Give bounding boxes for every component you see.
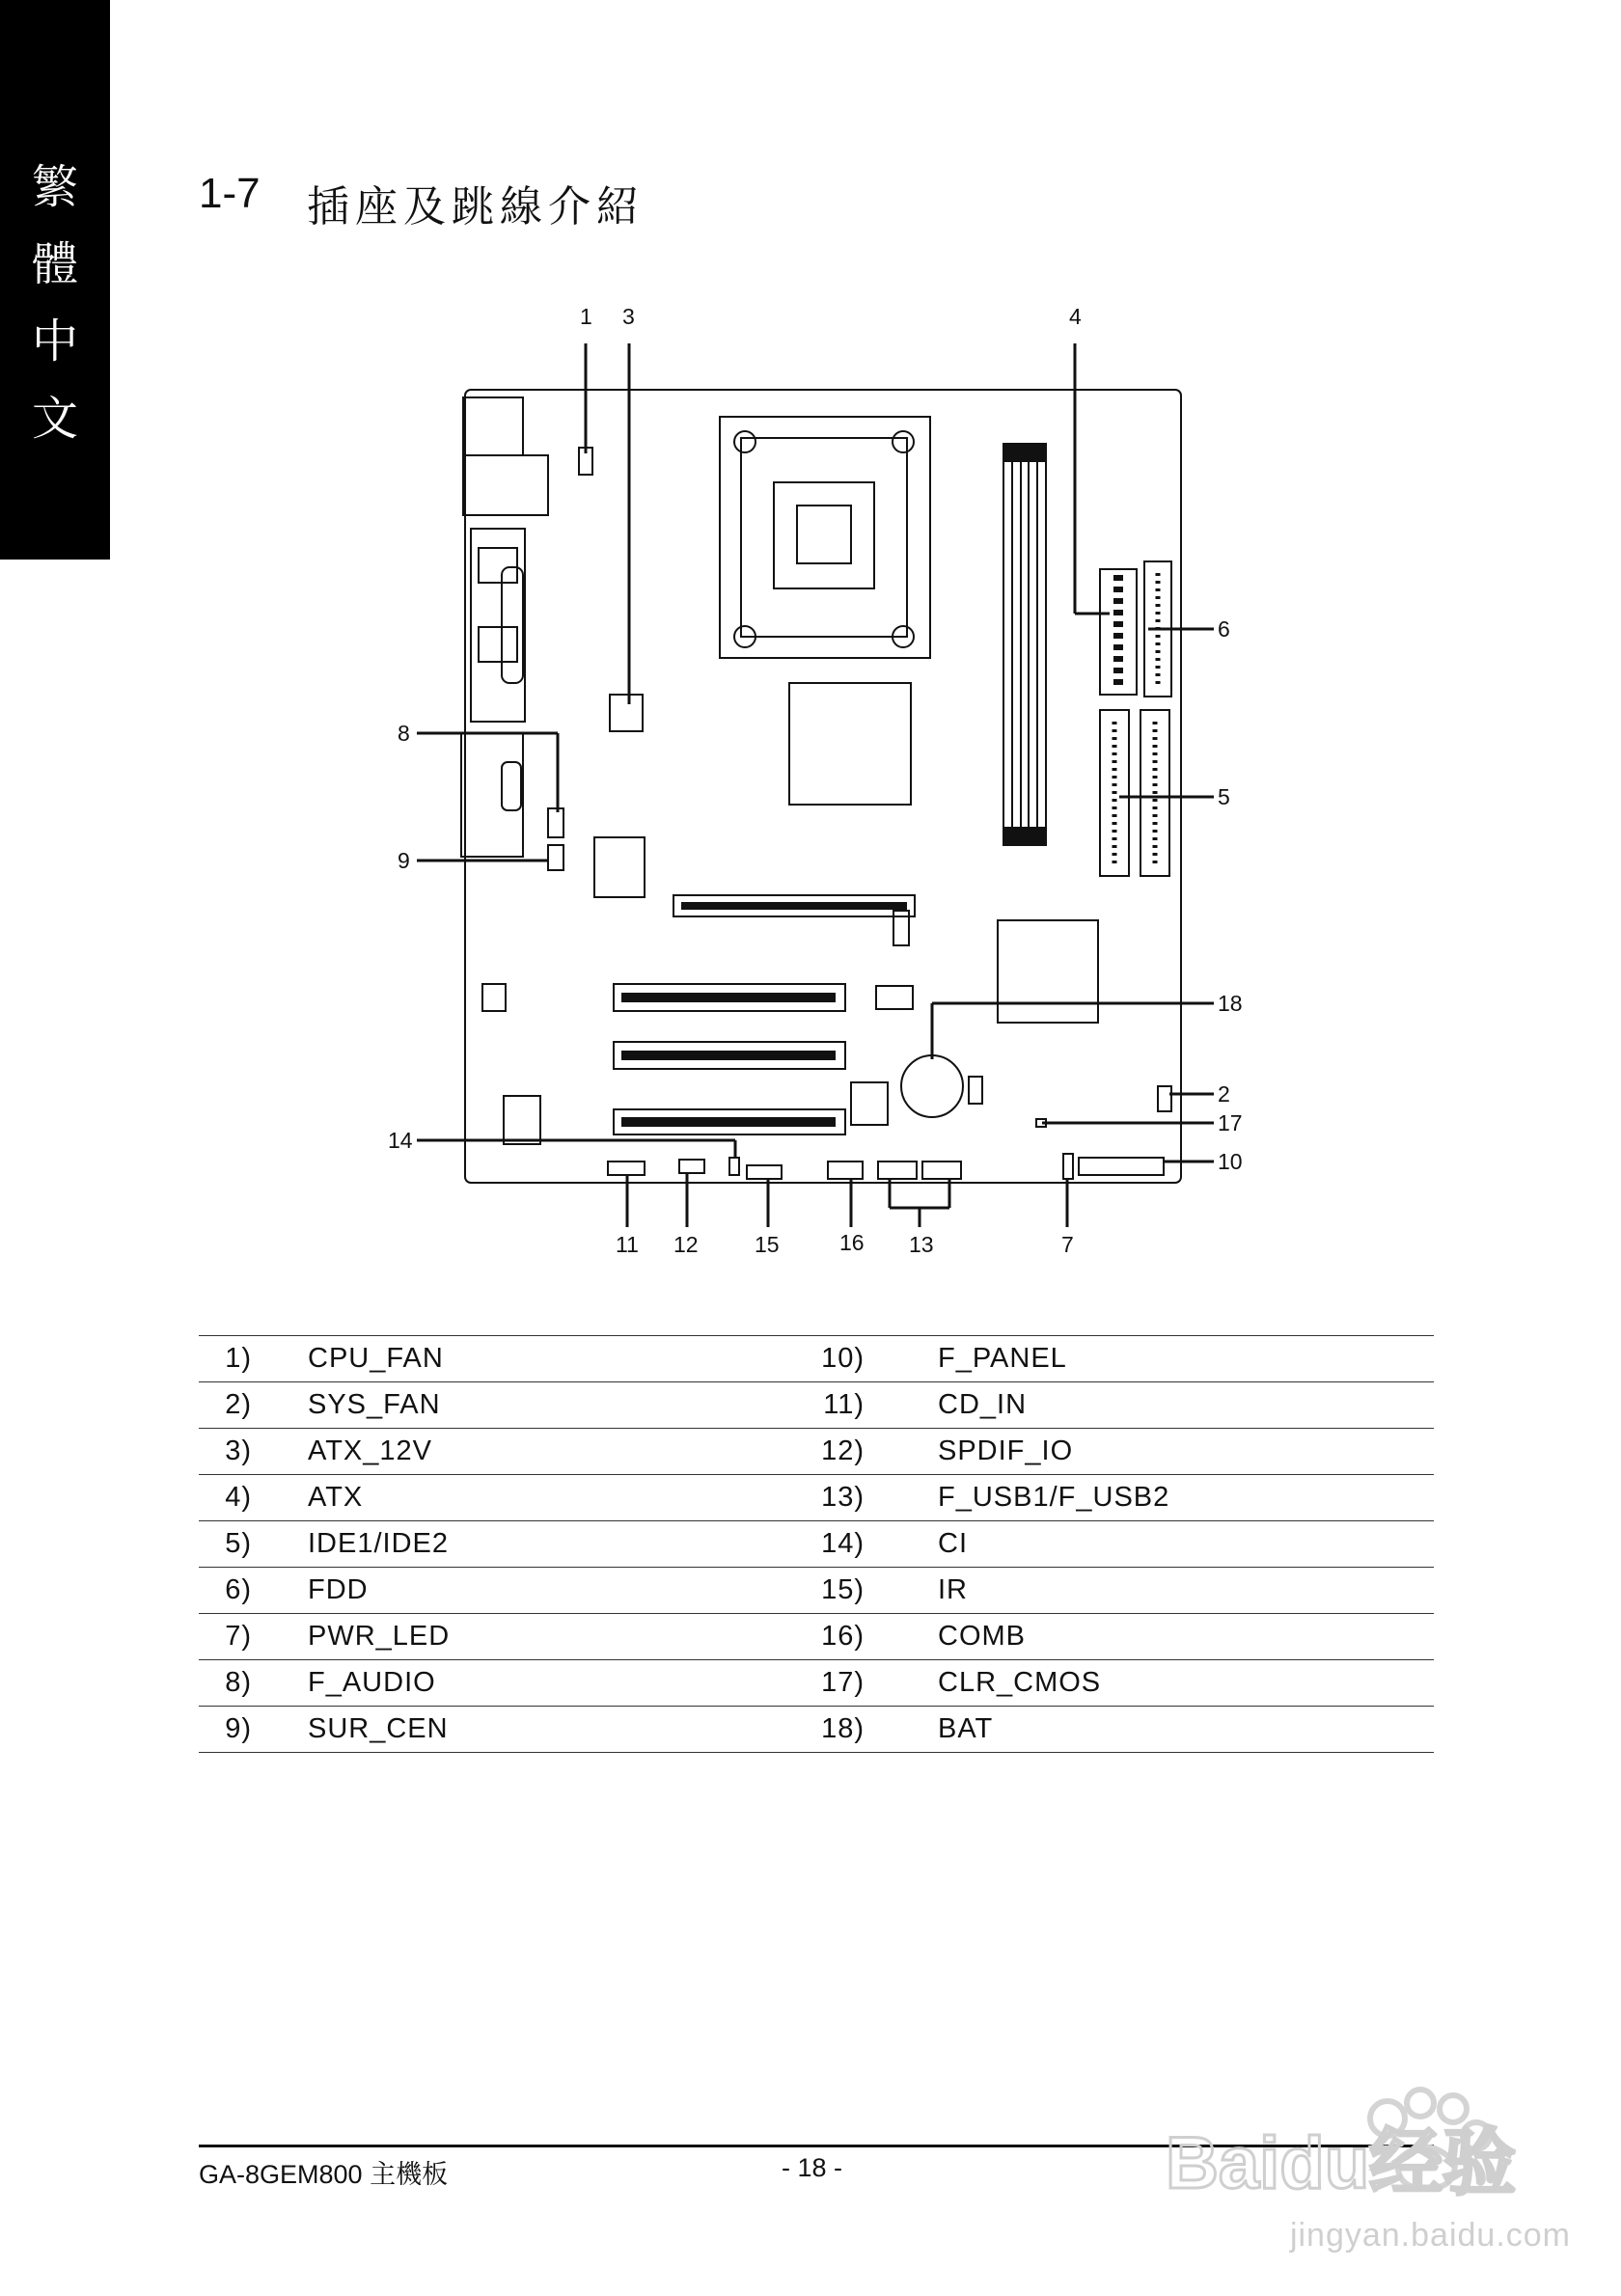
callout-label: 2 [1218, 1081, 1230, 1107]
baidu-jingyan-logo [1166, 2074, 1571, 2209]
callout-label: 5 [1218, 784, 1230, 809]
leader-lines [417, 343, 1214, 1227]
legend-connector-name: IR [938, 1574, 968, 1605]
callout-label: 9 [398, 848, 410, 873]
f-usb1-header [878, 1162, 917, 1179]
legend-row [199, 1614, 1434, 1660]
legend-number: 16) [821, 1621, 865, 1652]
legend-connector-name: IDE1/IDE2 [308, 1528, 449, 1559]
legend-connector-name: F_USB1/F_USB2 [938, 1482, 1170, 1513]
cd-in-header [608, 1162, 645, 1175]
callout-label: 8 [398, 721, 410, 746]
southbridge-chip [998, 920, 1098, 1023]
section-title: 插座及跳線介紹 [307, 182, 645, 232]
connector-legend-table [199, 1335, 1434, 1753]
rear-io-ports [461, 397, 548, 857]
legend-number: 9) [225, 1713, 252, 1744]
cpu-socket [720, 417, 930, 658]
legend-number: 12) [821, 1435, 865, 1466]
f-audio-header [548, 808, 563, 837]
pci-slots [614, 984, 845, 1134]
legend-row [199, 1660, 1434, 1707]
legend-row [199, 1707, 1434, 1753]
ci-header [729, 1158, 739, 1175]
ide-connectors [1100, 710, 1169, 876]
callout-label: 15 [755, 1232, 780, 1257]
callout-label: 11 [616, 1232, 639, 1257]
callout-label: 17 [1218, 1110, 1243, 1135]
callout-label: 18 [1218, 991, 1243, 1016]
legend-number: 1) [225, 1343, 252, 1374]
watermark [1166, 2074, 1571, 2267]
legend-connector-name: PWR_LED [308, 1621, 451, 1652]
callout-label: 10 [1218, 1149, 1243, 1174]
callout-label: 14 [388, 1128, 413, 1153]
legend-connector-name: BAT [938, 1713, 994, 1744]
legend-connector-name: COMB [938, 1621, 1026, 1652]
legend-connector-name: SUR_CEN [308, 1713, 449, 1744]
legend-number: 3) [225, 1435, 252, 1466]
small-chip [504, 1096, 540, 1144]
legend-number: 11) [823, 1389, 865, 1420]
legend-row [199, 1429, 1434, 1475]
legend-connector-name: CI [938, 1528, 968, 1559]
cmos-battery [901, 1055, 963, 1117]
f-usb2-header [922, 1162, 961, 1179]
legend-number: 8) [225, 1667, 252, 1698]
legend-connector-name: CD_IN [938, 1389, 1028, 1420]
dimm-slots [1003, 444, 1046, 845]
legend-connector-name: SPDIF_IO [938, 1435, 1074, 1466]
callout-label: 6 [1218, 616, 1230, 642]
legend-connector-name: F_AUDIO [308, 1667, 436, 1698]
legend-number: 10) [821, 1343, 865, 1374]
pwr-led-header [1063, 1154, 1073, 1179]
legend-row [199, 1568, 1434, 1614]
legend-row [199, 1336, 1434, 1382]
legend-number: 14) [821, 1528, 865, 1559]
footer-model: GA-8GEM800 主機板 [199, 2160, 449, 2189]
atx-12v-connector [610, 695, 643, 731]
small-chip [482, 984, 506, 1011]
legend-number: 18) [821, 1713, 865, 1744]
legend-row [199, 1382, 1434, 1429]
io-chip [851, 1082, 888, 1125]
section-number: 1-7 [199, 170, 261, 217]
legend-connector-name: ATX [308, 1482, 364, 1513]
legend-connector-name: F_PANEL [938, 1343, 1067, 1374]
sys-fan-header [1158, 1086, 1171, 1111]
legend-number: 4) [225, 1482, 252, 1513]
spdif-io-header [679, 1160, 704, 1173]
legend-number: 2) [225, 1389, 252, 1420]
ir-header [747, 1165, 782, 1179]
callout-label: 3 [622, 304, 635, 329]
legend-number: 6) [225, 1574, 252, 1605]
callout-label: 16 [839, 1230, 865, 1255]
callout-label: 1 [580, 304, 592, 329]
legend-connector-name: CLR_CMOS [938, 1667, 1102, 1698]
side-tab-char: 體 [31, 237, 78, 291]
callout-label: 7 [1061, 1232, 1074, 1257]
agp-slot [673, 895, 915, 945]
legend-row [199, 1475, 1434, 1521]
side-tab-char: 中 [31, 314, 78, 369]
northbridge-chip [789, 683, 911, 805]
side-tab-char: 繁 [31, 160, 78, 214]
callout-label: 12 [673, 1232, 699, 1257]
watermark-url: jingyan.baidu.com [1289, 2217, 1571, 2254]
legend-number: 7) [225, 1621, 252, 1652]
legend-number: 13) [821, 1482, 865, 1513]
callout-label: 4 [1069, 304, 1082, 329]
side-tab-char: 文 [31, 392, 78, 446]
legend-number: 17) [821, 1667, 865, 1698]
legend-connector-name: SYS_FAN [308, 1389, 441, 1420]
atx-power-connector [1100, 569, 1137, 695]
f-panel-header [1079, 1158, 1164, 1175]
audio-codec-chip [594, 837, 645, 897]
small-chip [876, 986, 913, 1009]
legend-row [199, 1521, 1434, 1568]
legend-connector-name: ATX_12V [308, 1435, 432, 1466]
legend-number: 15) [821, 1574, 865, 1605]
comb-header [828, 1162, 863, 1179]
footer-page-number: - 18 - [782, 2153, 843, 2182]
callout-label: 13 [909, 1232, 934, 1257]
legend-number: 5) [225, 1528, 252, 1559]
legend-connector-name: FDD [308, 1574, 369, 1605]
legend-connector-name: CPU_FAN [308, 1343, 444, 1374]
sur-cen-header [548, 845, 563, 870]
watermark-logo-text: Baidu经验 [1166, 2122, 1517, 2204]
